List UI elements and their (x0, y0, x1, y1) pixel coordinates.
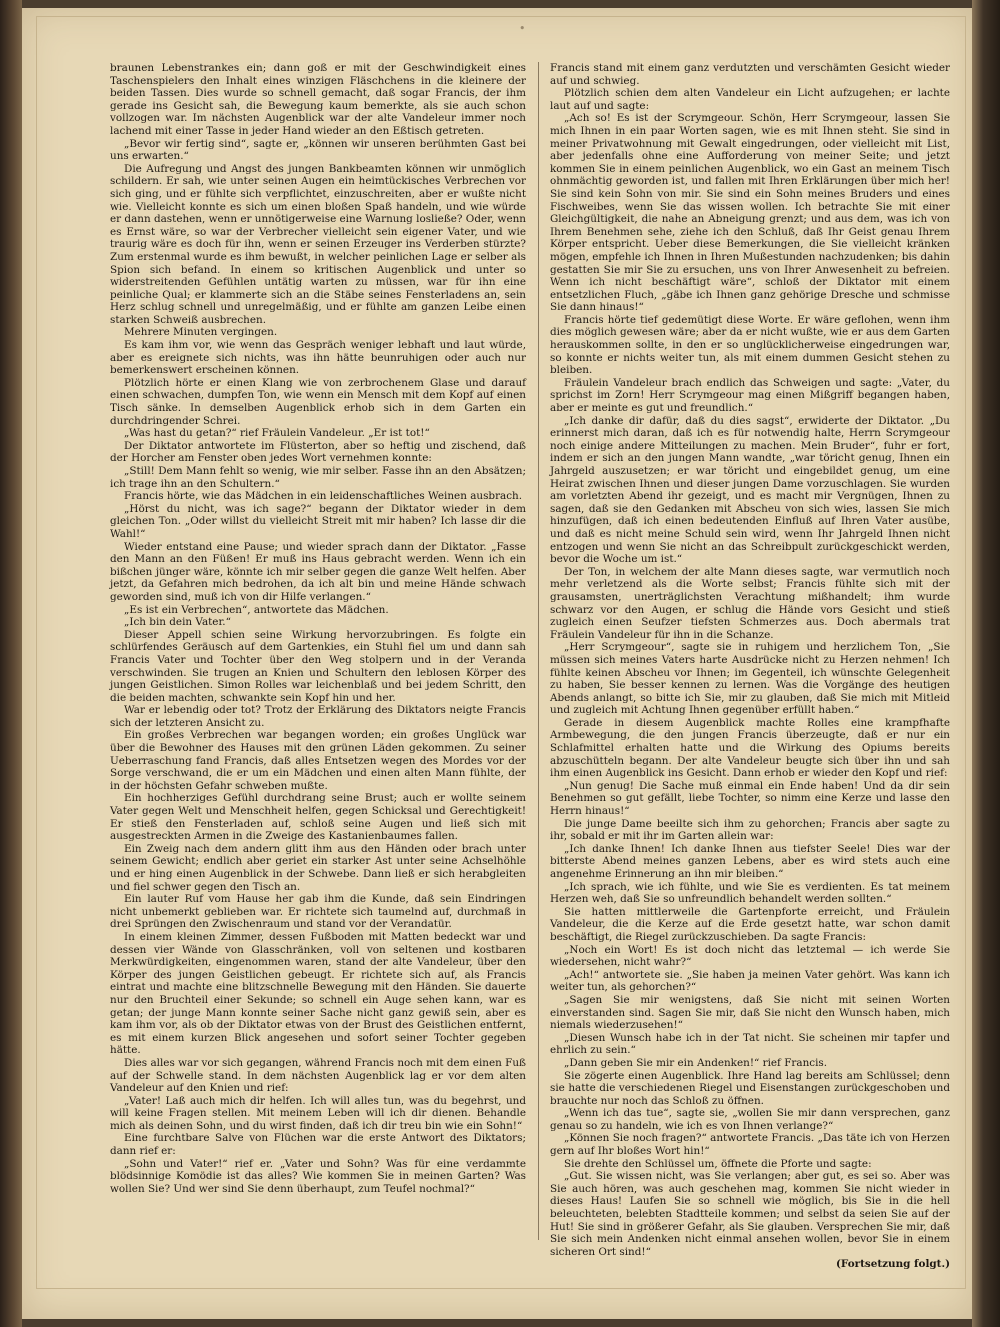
paragraph: „Vater! Laß auch mich dir helfen. Ich will alles tun, was du begehrst, und will keine Fragen stellen. Mit meinem Leben will ich dir dienen. Behandle mich als deinen Sohn, und du wirst finden, daß ich dir treu bin wie ein Sohn!“ (110, 1094, 526, 1132)
paragraph: „Still! Dem Mann fehlt so wenig, wie mir selber. Fasse ihn an den Absätzen; ich trage ihn an den Schultern.“ (110, 465, 526, 490)
paragraph: „Hörst du nicht, was ich sage?“ begann der Diktator wieder in dem gleichen Ton. „Oder willst du vielleicht Streit mit mir haben? Ich lasse dir die Wahl!“ (110, 502, 526, 540)
paragraph: Plötzlich hörte er einen Klang wie von zerbrochenem Glase und darauf einen schwachen, dumpfen Ton, wie wenn ein Mensch mit dem Kopf auf einen Tisch sänke. In demselben Augenblick erhob sich in dem Garten ein durchdringender Schrei. (110, 376, 526, 427)
paragraph: In einem kleinen Zimmer, dessen Fußboden mit Matten bedeckt war und dessen vier Wände von Glasschränken, voll von seltenen und kostbaren Merkwürdigkeiten, eingenommen waren, stand der alte Vandeleur, über den Körper des jungen Geistlichen gebeugt. Er richtete sich auf, als Francis eintrat und machte eine blitzschnelle Bewegung mit den Händen. Sie dauerte nur den Bruchteil einer Sekunde; so schnell ein Auge sehen kann, war es getan; der junge Mann konnte seiner Sache nicht ganz gewiß sein, aber es kam ihm vor, als ob der Diktator etwas von der Brust des Geistlichen entfernt, es mit einem kurzen Blick angesehen und sofort seiner Tochter gegeben hätte. (110, 930, 526, 1057)
paragraph: „Ich bin dein Vater.“ (124, 616, 231, 629)
paragraph: Gerade in diesem Augenblick machte Rolles eine krampfhafte Armbewegung, die den jungen Francis überzeugte, daß er nur ein Schlafmittel erhalten hatte und die Wirkung des Opiums bereits abzuschütteln begann. Der alte Vandeleur beugte sich über ihn und sah ihm einen Augenblick ins Gesicht. Dann erhob er wieder den Kopf und rief: (550, 716, 950, 780)
paragraph: „Sohn und Vater!“ rief er. „Vater und Sohn? Was für eine verdammte blödsinnige Komödie ist das alles? Wie kommen Sie in meinen Garten? Was wollen Sie? Und wer sind Sie denn überhaupt, zum Teufel nochmal?“ (110, 1157, 526, 1195)
paragraph: „Können Sie noch fragen?“ antwortete Francis. „Das täte ich von Herzen gern auf Ihr bloßes Wort hin!“ (550, 1132, 950, 1158)
paragraph: Der Diktator antwortete im Flüsterton, aber so heftig und zischend, daß der Horcher am Fenster oben jedes Wort vernehmen konnte: (110, 439, 526, 465)
paragraph: Dies alles war vor sich gegangen, während Francis noch mit dem einen Fuß auf der Schwelle stand. In dem nächsten Augenblick lag er vor dem alten Vandeleur auf den Knien und rief: (110, 1056, 526, 1095)
continuation-note: (Fortsetzung folgt.) (835, 1258, 950, 1271)
paragraph: „Bevor wir fertig sind“, sagte er, „können wir unseren berühmten Gast bei uns erwarten.“ (110, 137, 526, 163)
paragraph: Sie hatten mittlerweile die Gartenpforte erreicht, und Fräulein Vandeleur, die die Kerze auf die Erde gesetzt hatte, war schon damit beschäftigt, die Riegel zurückzuschieben. Da sagte Francis: (550, 905, 950, 943)
book-binding (0, 0, 22, 1327)
paragraph: Ein großes Verbrechen war begangen worden; ein großes Unglück war über die Bewohner des Hauses mit den grünen Läden gekommen. Zu seiner Ueberraschung fand Francis, daß alles Entsetzen wegen des Mordes vor der Sorge verschwand, die er um ein Mädchen und einen alten Mann fühlte, der in der höchsten Gefahr schweben mußte. (110, 729, 526, 792)
paragraph: „Nun genug! Die Sache muß einmal ein Ende haben! Und da dir sein Benehmen so gut gefällt, liebe Tochter, so nimm eine Kerze und lasse den Herrn hinaus!“ (550, 779, 950, 818)
paragraph: „Herr Scrymgeour“, sagte sie in ruhigem und herzlichem Ton, „Sie müssen sich meines Vaters harte Ausdrücke nicht zu Herzen nehmen! Ich fühlte keinen Abscheu vor Ihnen; im Gegenteil, ich wünschte Gelegenheit zu haben, Sie besser kennen zu lernen. Was die Vorgänge des heutigen Abends anlangt, so bitte ich Sie, mir zu glauben, daß Sie mich mit Mitleid und zugleich mit Achtung Ihnen gegenüber erfüllt haben.“ (550, 641, 950, 717)
paragraph: Sie drehte den Schlüssel um, öffnete die Pforte und sagte: (564, 1157, 872, 1170)
paragraph: War er lebendig oder tot? Trotz der Erklärung des Diktators neigte Francis sich der letzteren Ansicht zu. (110, 704, 526, 729)
paragraph: Mehrere Minuten vergingen. (124, 326, 278, 339)
paragraph: „Diesen Wunsch habe ich in der Tat nicht. Sie scheinen mir tapfer und ehrlich zu sein.“ (550, 1031, 950, 1057)
paragraph: „Gut. Sie wissen nicht, was Sie verlangen; aber gut, es sei so. Aber was Sie auch hören, was auch geschehen mag, kommen Sie nicht wieder in dieses Haus! Laufen Sie so schnell wie möglich, bis Sie in die hell beleuchteten, belebten Stadtteile kommen; und selbst da seien Sie auf der Hut! Sie sind in größerer Gefahr, als Sie glauben. Versprechen Sie mir, daß Sie sich mein Andenken nicht einmal ansehen wollen, bevor Sie in einem sicheren Ort sind!“ (550, 1170, 950, 1258)
paragraph: Ein hochherziges Gefühl durchdrang seine Brust; auch er wollte seinem Vater gegen Welt und Menschheit helfen, gegen Schicksal und Gerechtigkeit! Er stieß den Fensterladen auf, schloß seine Augen und ließ sich mit ausgestreckten Armen in die Zweige des Kastanienbaumes fallen. (110, 792, 526, 843)
paragraph: Francis stand mit einem ganz verdutzten und verschämten Gesicht wieder auf und schwieg. (550, 62, 950, 87)
paragraph: Wieder entstand eine Pause; und wieder sprach dann der Diktator. „Fasse den Mann an den Füßen! Er muß ins Haus gebracht werden. Wenn ich ein bißchen jünger wäre, könnte ich mir selber gegen die ganze Welt helfen. Aber jetzt, da Gefahren mich bedrohen, da ich alt bin und meine Hände schwach geworden sind, muß ich von dir Hilfe verlangen.“ (110, 540, 526, 603)
paragraph: „Was hast du getan?“ rief Fräulein Vandeleur. „Er ist tot!“ (124, 427, 430, 440)
paragraph: „Sagen Sie mir wenigstens, daß Sie nicht mit seinen Worten einverstanden sind. Sagen Sie mir, daß Sie nicht den Wunsch haben, mich niemals wiederzusehen!“ (550, 993, 950, 1032)
paragraph: Der Ton, in welchem der alte Mann dieses sagte, war vermutlich noch mehr verletzend als die Worte selbst; Francis fühlte sich mit der grausamsten, unerträglichsten Verachtung mißhandelt; ihm wurde schwarz vor den Augen, er schlug die Hände vors Gesicht und stieß zugleich einen Seufzer tiefsten Schmerzes aus. Doch abermals trat Fräulein Vandeleur für ihn in die Schanze. (550, 565, 950, 641)
paragraph: „Ach so! Es ist der Scrymgeour. Schön, Herr Scrymgeour, lassen Sie mich Ihnen in ein paar Worten sagen, wie es mit Ihnen steht. Sie sind in meiner Privatwohnung mit Gewalt eingedrungen, oder vielleicht mit List, aber jedenfalls ohne eine Aufforderung von meiner Seite; und jetzt kommen Sie in einem peinlichen Augenblick, wo ein Gast an meinem Tisch ohnmächtig geworden ist, und fallen mit Ihren Erklärungen über mich her! Sie sind kein Sohn von mir. Sie sind ein Sohn meines Bruders und eines Fischweibes, wenn Sie das wissen wollen. Ich betrachte Sie mit einer Gleichgültigkeit, die nahe an Abneigung grenzt; und aus dem, was ich von Ihrem Benehmen sehe, ziehe ich den Schluß, daß Ihr Geist genau Ihrem Körper entspricht. Ueber diese Bemerkungen, die Sie vielleicht kränken mögen, empfehle ich Ihnen in Ihren Mußestunden nachzudenken; bis dahin gestatten Sie mir Sie zu ersuchen, uns von Ihrer Anwesenheit zu befreien. Wenn ich nicht beschäftigt wäre“, schloß der Diktator mit einem entsetzlichen Fluch, „gäbe ich Ihnen ganz gehörige Dresche und schmisse Sie dann hinaus!“ (550, 112, 950, 314)
paragraph: Dieser Appell schien seine Wirkung hervorzubringen. Es folgte ein schlürfendes Geräusch auf dem Gartenkies, ein Stuhl fiel um und dann sah Francis Vater und Tochter über den Weg stolpern und in der Veranda verschwinden. Sie trugen an Knien und Schultern den leblosen Körper des jungen Geistlichen. Simon Rolles war leichenblaß und bei jedem Schritt, den die beiden machten, schwankte sein Kopf hin und her. (110, 628, 526, 704)
paragraph: Sie zögerte einen Augenblick. Ihre Hand lag bereits am Schlüssel; denn sie hatte die verschiedenen Riegel und Eisenstangen zurückgeschoben und brauchte nur noch das Schloß zu öffnen. (550, 1069, 950, 1107)
paragraph: braunen Lebenstrankes ein; dann goß er mit der Geschwindigkeit eines Taschenspielers den Inhalt eines winzigen Fläschchens in die kleinere der beiden Tassen. Dies wurde so schnell gemacht, daß sogar Francis, der ihm gerade ins Gesicht sah, die Bewegung kaum bemerkte, als sie auch schon vollzogen war. Im nächsten Augenblick war der alte Vandeleur immer noch lachend mit einer Tasse in jeder Hand wieder an den Eßtisch getreten. (110, 62, 526, 137)
paragraph: Plötzlich schien dem alten Vandeleur ein Licht aufzugehen; er lachte laut auf und sagte: (550, 87, 950, 112)
paragraph: Francis hörte, wie das Mädchen in ein leidenschaftliches Weinen ausbrach. (124, 490, 523, 503)
paragraph: „Ich sprach, wie ich fühlte, und wie Sie es verdienten. Es tat meinem Herzen weh, daß Sie so unfreundlich behandelt werden sollten.“ (550, 880, 950, 906)
book-edge (972, 0, 1000, 1327)
paragraph: Eine furchtbare Salve von Flüchen war die erste Antwort des Diktators; dann rief er: (110, 1132, 526, 1158)
paragraph: Die Aufregung und Angst des jungen Bankbeamten können wir unmöglich schildern. Er sah, wie unter seinen Augen ein heimtückisches Verbrechen vor sich ging, und er fühlte sich verpflichtet, einzuschreiten, aber er wußte nicht wie. Vielleicht konnte es sich um einen bloßen Spaß handeln, und wie würde er dann dastehen, wenn er unnötigerweise eine Warnung losließe? Oder, wenn es Ernst wäre, so war der Verbrecher vielleicht sein eigener Vater, und wie traurig wäre es doch für ihn, wenn er seinen Erzeuger ins Verderben stürzte? Zum erstenmal wurde es ihm bewußt, in welcher peinlichen Lage er selber als Spion sich befand. In einem so kritischen Augenblick und unter so widerstreitenden Gefühlen untätig warten zu müssen, war für ihn eine peinliche Qual; er klammerte sich an die Stäbe seines Fensterladens an, sein Herz schlug schnell und unregelmäßig, und er fühlte am ganzen Leibe einen starken Schweiß ausbrechen. (110, 162, 526, 326)
paragraph: „Wenn ich das tue“, sagte sie, „wollen Sie mir dann versprechen, ganz genau so zu handeln, wie ich es von Ihnen verlange?“ (550, 1107, 950, 1132)
paragraph: „Ich danke dir dafür, daß du dies sagst“, erwiderte der Diktator. „Du erinnerst mich daran, daß ich es für notwendig halte, Herrn Scrymgeour noch einige andere Mitteilungen zu machen. Mein Bruder“, fuhr er fort, indem er sich an den jungen Mann wandte, „war töricht genug, Ihnen ein Jahrgeld auszusetzen; er war töricht und eingebildet genug, um eine Heirat zwischen Ihnen und dieser jungen Dame vorzuschlagen. Sie wurden am vorletzten Abend ihr gezeigt, und es macht mir Vergnügen, Ihnen zu sagen, daß sie den Gedanken mit Abscheu von sich wies, lassen Sie mich hinzufügen, daß ich einen bedeutenden Einfluß auf Ihren Vater ausübe, und daß es nicht meine Schuld sein wird, wenn Ihr Jahrgeld Ihnen nicht entzogen und wenn Sie nicht an das Schreibpult zurückgeschickt werden, bevor die Woche um ist.“ (550, 414, 950, 566)
paragraph: Es kam ihm vor, wie wenn das Gespräch weniger lebhaft und laut würde, aber es ereignete sich nichts, was ihn hätte beunruhigen oder auch nur bemerkenswert erscheinen können. (110, 339, 526, 377)
paragraph: „Dann geben Sie mir ein Andenken!“ rief Francis. (564, 1056, 828, 1069)
page-top-mark: • (519, 22, 526, 35)
paragraph: Francis hörte tief gedemütigt diese Worte. Er wäre geflohen, wenn ihm dies möglich gewesen wäre; aber da er nicht wußte, wie er aus dem Garten herauskommen sollte, in den er so unglücklicherweise eingedrungen war, so konnte er nichts weiter tun, als mit einem dummen Gesicht stehen zu bleiben. (550, 313, 950, 377)
column-divider (538, 62, 539, 1240)
left-text-column (110, 62, 526, 1195)
paragraph: Fräulein Vandeleur brach endlich das Schweigen und sagte: „Vater, du sprichst im Zorn! Herr Scrymgeour mag einen Mißgriff begangen haben, aber er meinte es gut und freundlich.“ (550, 376, 950, 415)
right-text-column (550, 62, 950, 1271)
paragraph: „Ach!“ antwortete sie. „Sie haben ja meinen Vater gehört. Was kann ich weiter tun, als gehorchen?“ (550, 968, 950, 994)
paragraph: Ein lauter Ruf vom Hause her gab ihm die Kunde, daß sein Eindringen nicht unbemerkt geblieben war. Er richtete sich taumelnd auf, durchmaß in drei Sprüngen den Zwischenraum und stand vor der Verandatür. (110, 893, 526, 931)
paragraph: „Noch ein Wort! Es ist doch nicht das letztemal — ich werde Sie wiedersehen, nicht wahr?“ (550, 943, 950, 969)
paragraph: Die junge Dame beeilte sich ihm zu gehorchen; Francis aber sagte zu ihr, sobald er mit ihr im Garten allein war: (550, 817, 950, 843)
paragraph: „Es ist ein Verbrechen“, antwortete das Mädchen. (124, 603, 389, 616)
paragraph: Ein Zweig nach dem andern glitt ihm aus den Händen oder brach unter seinem Gewicht; endlich aber geriet ein starker Ast unter seine Achselhöhle und er hing einen Augenblick in der Schwebe. Dann ließ er sich herabgleiten und fiel schwer gegen den Tisch an. (110, 842, 526, 893)
paragraph: „Ich danke Ihnen! Ich danke Ihnen aus tiefster Seele! Dies war der bitterste Abend meines ganzen Lebens, aber es wird stets auch eine angenehme Erinnerung an ihn mir bleiben.“ (550, 842, 950, 880)
